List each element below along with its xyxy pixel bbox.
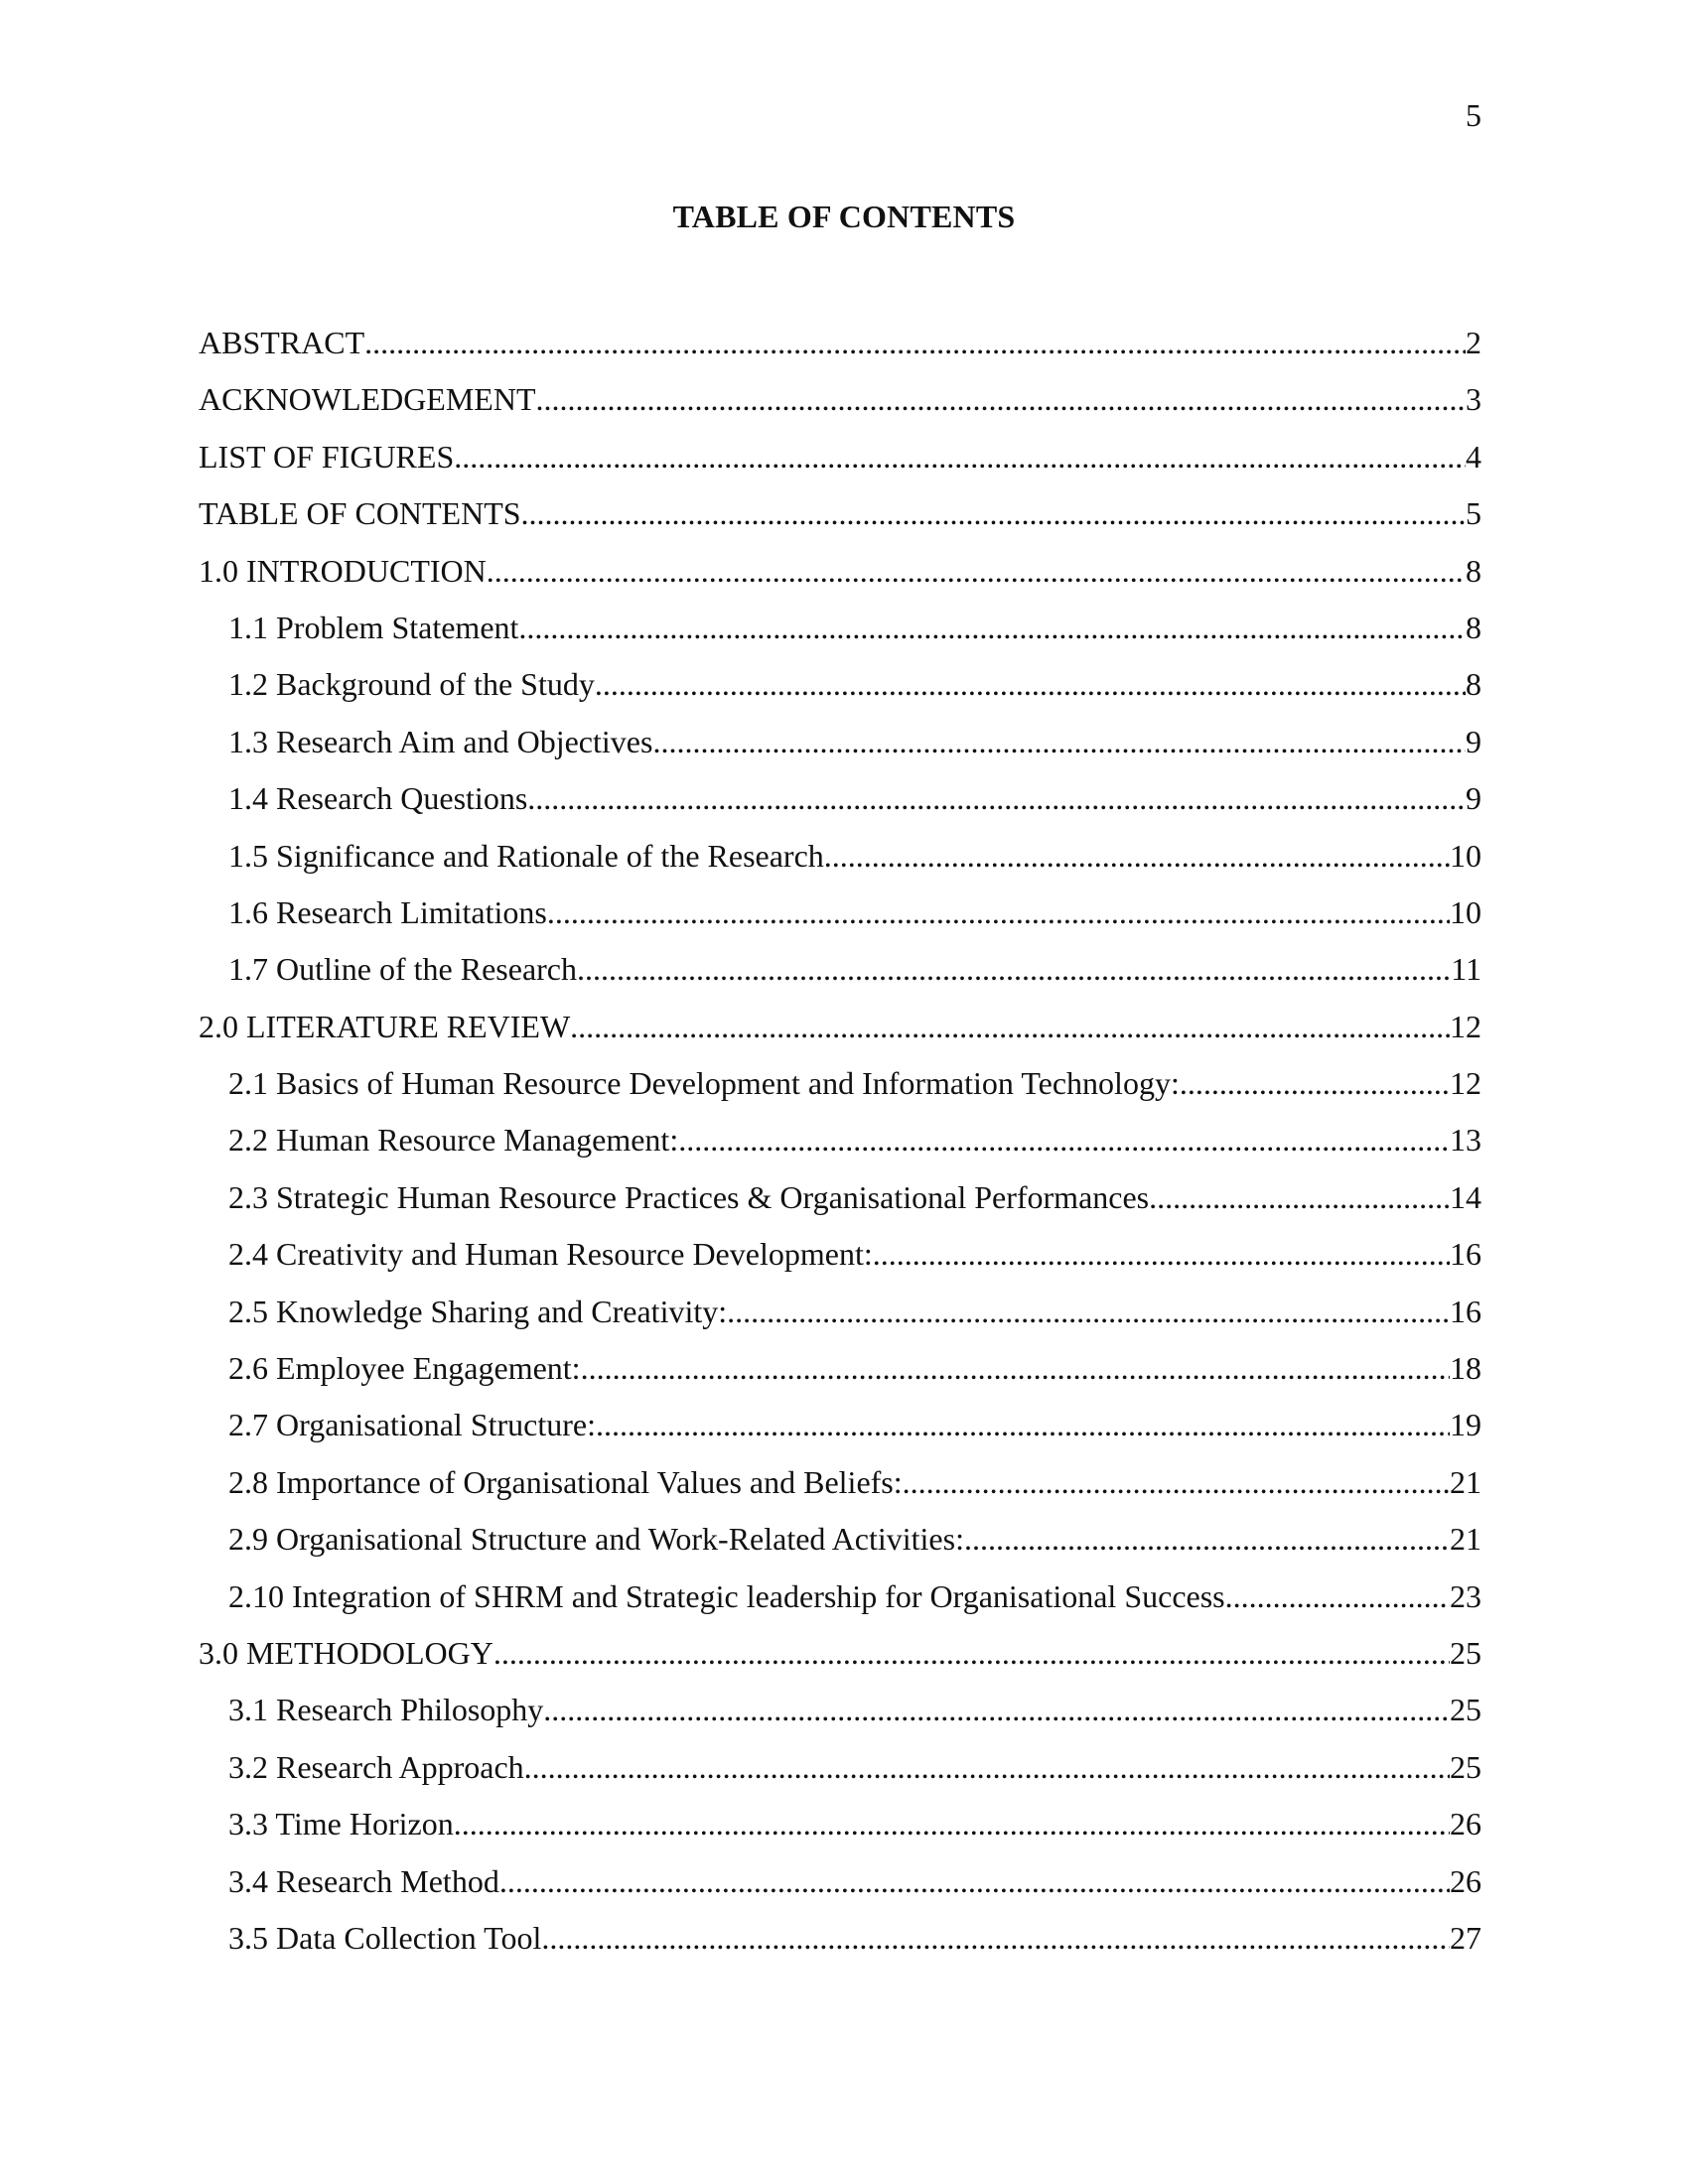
toc-entry-3-3[interactable]	[199, 1804, 1481, 1860]
toc-entry-label: 2.4 Creativity and Human Resource Development:	[228, 1236, 873, 1273]
toc-entry-introduction[interactable]	[199, 551, 1481, 608]
dot-leader	[873, 1234, 1450, 1274]
toc-entry-methodology[interactable]	[199, 1633, 1481, 1690]
toc-entry-table-of-contents[interactable]	[199, 493, 1481, 550]
toc-entry-page: 10	[1450, 837, 1481, 874]
toc-entry-page: 12	[1450, 1065, 1481, 1102]
toc-entry-2-9[interactable]	[199, 1519, 1481, 1575]
dot-leader	[493, 1633, 1450, 1673]
toc-entry-page: 21	[1450, 1463, 1481, 1500]
toc-entry-page: 4	[1466, 438, 1481, 475]
toc-entry-page: 25	[1450, 1692, 1481, 1728]
toc-entry-label: 1.4 Research Questions	[228, 780, 528, 817]
toc-entry-label: 2.1 Basics of Human Resource Development and Information Technology:	[228, 1065, 1180, 1102]
dot-leader	[536, 379, 1467, 419]
toc-entry-label: 1.3 Research Aim and Objectives	[228, 723, 653, 759]
toc-entry-label: 2.7 Organisational Structure:	[228, 1407, 596, 1443]
toc-entry-acknowledgement[interactable]	[199, 379, 1481, 436]
dot-leader	[1149, 1177, 1450, 1217]
dot-leader	[364, 323, 1466, 362]
toc-entry-literature-review[interactable]	[199, 1007, 1481, 1063]
toc-entry-page: 3	[1466, 381, 1481, 418]
toc-entry-label: 3.0 METHODOLOGY	[199, 1634, 493, 1671]
toc-entry-label: 3.3 Time Horizon	[228, 1806, 454, 1843]
toc-entry-page: 14	[1450, 1178, 1481, 1215]
toc-entry-2-10[interactable]	[199, 1576, 1481, 1633]
toc-entry-label: LIST OF FIGURES	[199, 438, 455, 475]
toc-entry-label: 3.2 Research Approach	[228, 1748, 524, 1785]
toc-entry-label: 3.1 Research Philosophy	[228, 1692, 544, 1728]
dot-leader	[652, 722, 1466, 761]
toc-entry-page: 23	[1450, 1577, 1481, 1614]
toc-entry-page: 8	[1466, 609, 1481, 645]
toc-entry-label: 2.5 Knowledge Sharing and Creativity:	[228, 1293, 728, 1329]
dot-leader	[1225, 1576, 1450, 1616]
page-title: TABLE OF CONTENTS	[672, 199, 1016, 234]
dot-leader	[570, 1007, 1450, 1046]
toc-entry-1-4[interactable]	[199, 778, 1481, 835]
toc-entry-page: 8	[1466, 552, 1481, 589]
toc-entry-label: 2.0 LITERATURE REVIEW	[199, 1008, 571, 1044]
dot-leader	[499, 1861, 1450, 1901]
toc-entry-label: 1.5 Significance and Rationale of the Research	[228, 837, 824, 874]
toc-entry-label: 2.8 Importance of Organisational Values and Beliefs:	[228, 1463, 903, 1500]
toc-entry-label: TABLE OF CONTENTS	[199, 495, 521, 532]
toc-entry-page: 13	[1450, 1122, 1481, 1159]
dot-leader	[1180, 1063, 1450, 1103]
toc-entry-1-6[interactable]	[199, 892, 1481, 949]
toc-entry-2-6[interactable]	[199, 1348, 1481, 1405]
dot-leader	[581, 1348, 1450, 1388]
toc-entry-abstract[interactable]	[199, 323, 1481, 379]
toc-entry-1-5[interactable]	[199, 836, 1481, 892]
dot-leader	[541, 1918, 1450, 1958]
toc-entry-page: 8	[1466, 666, 1481, 703]
dot-leader	[521, 493, 1466, 533]
toc-entry-label: 1.2 Background of the Study	[228, 666, 595, 703]
dot-leader	[524, 1747, 1450, 1787]
dot-leader	[824, 836, 1450, 876]
toc-entry-2-7[interactable]	[199, 1405, 1481, 1461]
toc-entry-list-of-figures[interactable]	[199, 437, 1481, 493]
dot-leader	[596, 1405, 1450, 1444]
toc-entry-page: 5	[1466, 495, 1481, 532]
toc-entry-1-3[interactable]	[199, 722, 1481, 778]
toc-entry-label: 1.1 Problem Statement	[228, 609, 519, 645]
toc-entry-label: 1.7 Outline of the Research	[228, 951, 577, 988]
toc-entry-3-4[interactable]	[199, 1861, 1481, 1918]
toc-entry-2-4[interactable]	[199, 1234, 1481, 1291]
toc-entry-2-1[interactable]	[199, 1063, 1481, 1120]
dot-leader	[678, 1120, 1450, 1160]
toc-entry-page: 9	[1466, 723, 1481, 759]
toc-entry-2-2[interactable]	[199, 1120, 1481, 1176]
dot-leader	[487, 551, 1466, 591]
toc-entry-page: 21	[1450, 1521, 1481, 1558]
toc-entry-1-7[interactable]	[199, 949, 1481, 1006]
toc-entry-page: 9	[1466, 780, 1481, 817]
toc-entry-label: 2.10 Integration of SHRM and Strategic leadership for Organisational Success	[228, 1577, 1225, 1614]
toc-entry-page: 26	[1450, 1806, 1481, 1843]
toc-entry-page: 19	[1450, 1407, 1481, 1443]
toc-entry-page: 25	[1450, 1748, 1481, 1785]
dot-leader	[454, 1804, 1450, 1843]
toc-entry-3-2[interactable]	[199, 1747, 1481, 1804]
toc-entry-label: 2.6 Employee Engagement:	[228, 1350, 581, 1387]
toc-entry-page: 10	[1450, 893, 1481, 930]
toc-entry-page: 16	[1450, 1293, 1481, 1329]
dot-leader	[527, 778, 1466, 818]
toc-entry-page: 11	[1451, 951, 1481, 988]
dot-leader	[964, 1519, 1450, 1559]
toc-entry-label: 3.4 Research Method	[228, 1862, 499, 1899]
toc-entry-3-1[interactable]	[199, 1690, 1481, 1746]
toc-entry-3-5[interactable]	[199, 1918, 1481, 1975]
toc-entry-page: 27	[1450, 1919, 1481, 1956]
dot-leader	[543, 1690, 1450, 1729]
toc-entry-page: 16	[1450, 1236, 1481, 1273]
dot-leader	[727, 1292, 1450, 1331]
dot-leader	[595, 664, 1466, 704]
toc-entry-label: 2.9 Organisational Structure and Work-Related Activities:	[228, 1521, 964, 1558]
toc-entry-page: 2	[1466, 325, 1481, 360]
toc-entry-1-1[interactable]	[199, 608, 1481, 664]
toc-entry-page: 26	[1450, 1862, 1481, 1899]
toc-entry-1-2[interactable]	[199, 664, 1481, 721]
toc-list	[199, 323, 1481, 1975]
dot-leader	[518, 608, 1466, 647]
dot-leader	[903, 1462, 1450, 1502]
toc-entry-label: ACKNOWLEDGEMENT	[199, 381, 536, 418]
toc-entry-page: 25	[1450, 1634, 1481, 1671]
toc-entry-2-8[interactable]	[199, 1462, 1481, 1519]
toc-entry-label: 3.5 Data Collection Tool	[228, 1919, 542, 1956]
toc-entry-label: 1.6 Research Limitations	[228, 893, 547, 930]
dot-leader	[547, 892, 1450, 932]
page-number: 5	[1466, 97, 1481, 133]
toc-entry-page: 12	[1450, 1008, 1481, 1044]
toc-entry-label: 1.0 INTRODUCTION	[199, 552, 487, 589]
toc-entry-page: 18	[1450, 1350, 1481, 1387]
toc-entry-2-3[interactable]	[199, 1177, 1481, 1234]
toc-entry-label: 2.3 Strategic Human Resource Practices & Organisational Performances	[228, 1178, 1150, 1215]
dot-leader	[577, 949, 1451, 989]
dot-leader	[454, 437, 1466, 477]
toc-entry-label: ABSTRACT	[199, 325, 365, 360]
toc-entry-2-5[interactable]	[199, 1292, 1481, 1348]
toc-entry-label: 2.2 Human Resource Management:	[228, 1122, 679, 1159]
